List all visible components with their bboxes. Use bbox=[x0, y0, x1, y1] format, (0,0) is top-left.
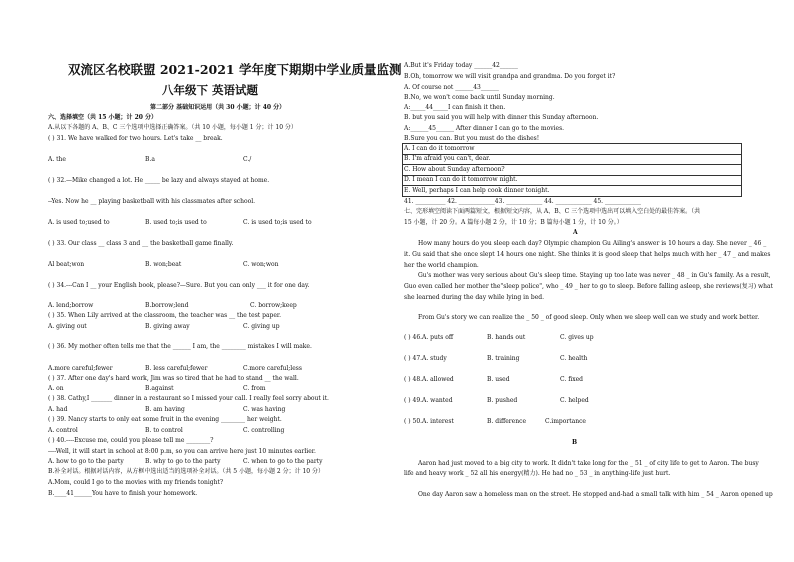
question-text: ----Well, it will start in school at 8:00 p.m, so you can arrive here just 10 minutes earlier. bbox=[48, 448, 316, 455]
option-c: C. fixed bbox=[560, 376, 583, 383]
dialog-line: A:______45______ After dinner I can go to the movies. bbox=[404, 125, 565, 132]
question-40: ( ) 40.----Excuse me, could you please tell me ________? bbox=[48, 437, 214, 444]
option-b: B. hands out bbox=[487, 334, 526, 341]
question-50: ( ) 50.A. interest bbox=[404, 418, 454, 425]
answer-blanks: 41. __________ 42. ____________43. ____________ 44. ____________ 45. ____________ bbox=[404, 198, 641, 205]
part-heading: 第二部分 基础知识运用（共 30 小题；计 40 分） bbox=[150, 104, 286, 111]
passage-line: she learned during the day while lying in bed. bbox=[404, 294, 544, 301]
passage-label: B bbox=[572, 439, 578, 446]
option-a: A. control bbox=[48, 427, 78, 434]
box-divider bbox=[403, 164, 741, 165]
option-a: A. on bbox=[48, 385, 64, 392]
box-option: E. Well, perhaps I can help cook dinner tonight. bbox=[404, 187, 550, 194]
question-35: ( ) 35. When Lily arrived at the classroom, the teacher was __ the test paper. bbox=[48, 312, 282, 319]
option-b: B. used bbox=[487, 376, 510, 383]
box-option: D. I mean I can do it tomorrow night. bbox=[404, 176, 518, 183]
passage-line: Guo even called her mother the"sleep police", who _ 49 _ her to go to sleep. Before falling asleep, she reviews(复习) what bbox=[404, 283, 773, 290]
option-b: B.against bbox=[145, 385, 174, 392]
option-c: C. is used to;is used to bbox=[243, 219, 312, 226]
option-b: B. am having bbox=[145, 406, 185, 413]
question-34: ( ) 34.---Can I __ your English book, please?—Sure. But you can only ___ it for one day. bbox=[48, 282, 310, 289]
question-49: ( ) 49.A. wanted bbox=[404, 397, 453, 404]
question-37: ( ) 37. After one day's hard work, Jim was so tired that he had to stand __ the wall. bbox=[48, 375, 299, 382]
option-b: B. to control bbox=[145, 427, 183, 434]
option-a: A.more careful;fewer bbox=[48, 365, 113, 372]
dialog-line: A.But it's Friday today ______42______ bbox=[404, 62, 518, 69]
dialog-line: B.No, we won't come back until Sunday morning. bbox=[404, 94, 555, 101]
option-c: C. gives up bbox=[560, 334, 594, 341]
dialog-line: B. but you said you will help with dinner this Sunday afternoon. bbox=[404, 114, 599, 121]
passage-line: From Gu's story we can realize the _ 50 _ of good sleep. Only when we sleep well can we study and work better. bbox=[418, 314, 760, 321]
question-32: ( ) 32.—Mike changed a lot. He _____ be lazy and always stayed at home. bbox=[48, 177, 270, 184]
passage-line: life and heavy work _ 52 all his energy(精力). He had no _ 53 _ in anything-life just hurt. bbox=[404, 470, 671, 477]
option-a: A. is used to;used to bbox=[48, 219, 110, 226]
question-46: ( ) 46.A. puts off bbox=[404, 334, 454, 341]
option-c: C. controlling bbox=[243, 427, 285, 434]
option-c: C. was having bbox=[243, 406, 286, 413]
option-b: B. training bbox=[487, 355, 520, 362]
dialog-line: B.Oh, tomorrow we will visit grandpa and grandma. Do you forget it? bbox=[404, 73, 616, 80]
option-b: B. used to;is used to bbox=[145, 219, 207, 226]
section-instruction: B.补全对话。根据对话内容，从方框中选出适当的选项补全对话。（共 5 小题，每小题 2 分；计 10 分） bbox=[48, 468, 325, 475]
question-31: ( ) 31. We have walked for two hours. Let's take __ break. bbox=[48, 135, 223, 142]
option-a: Al beat;won bbox=[48, 261, 85, 268]
passage-line: How many hours do you sleep each day? Olympic champion Gu Ailing's answer is 10 hours a day. She never _ 46 _ bbox=[418, 240, 767, 247]
option-c: C. when to go to the party bbox=[243, 458, 323, 465]
option-c: C. borrow;keep bbox=[250, 302, 297, 309]
section-heading: 六、选择填空（共 15 小题；计 20 分） bbox=[48, 114, 158, 121]
option-c: C. health bbox=[560, 355, 588, 362]
option-b: B. pushed bbox=[487, 397, 518, 404]
option-b: B. difference bbox=[487, 418, 526, 425]
option-a: A. had bbox=[48, 406, 68, 413]
section-heading: 七、完形填空阅读下面两篇短文，根据短文内容，从 A、B、C 三个选项中选出可以填入空白处的最佳答案。（共 bbox=[404, 208, 701, 215]
option-c: C. won;won bbox=[243, 261, 279, 268]
passage-label: A bbox=[573, 229, 578, 236]
question-47: ( ) 47.A. study bbox=[404, 355, 447, 362]
question-text: --Yes. Now he __ playing basketball with his classmates after school. bbox=[48, 198, 256, 205]
dialog-line: B.Sure you can. But you must do the dishes! bbox=[404, 135, 540, 142]
exam-subtitle: 八年级下 英语试题 bbox=[162, 83, 259, 97]
passage-line: Gu's mother was very serious about Gu's sleep time. Staying up too late was never _ 48 _ in Gu's family. As a result, bbox=[418, 272, 771, 279]
option-c: C.importance bbox=[545, 418, 586, 425]
option-c: C./ bbox=[243, 156, 252, 163]
option-b: B. won;beat bbox=[145, 261, 182, 268]
passage-line: One day Aaron saw a homeless man on the street. He stopped and-had a small talk with him _ 54 _ Aaron opened up bbox=[418, 491, 773, 498]
box-option: C. How about Sunday afternoon? bbox=[404, 166, 505, 173]
option-a: A. how to go to the party bbox=[48, 458, 124, 465]
section-instruction: A.从以下各题的 A、B、C 三个选项中选择正确答案。（共 10 小题，每小题 1 分；计 10 分） bbox=[48, 124, 297, 131]
box-option: A. I can do it tomorrow bbox=[404, 145, 475, 152]
question-48: ( ) 48.A. allowed bbox=[404, 376, 454, 383]
question-36: ( ) 36. My mother often tells me that the ______ I am, the ________ mistakes I will make. bbox=[48, 343, 312, 350]
dialog-line: A.Mom, could I go to the movies with my friends tonight? bbox=[48, 479, 224, 486]
question-33: ( ) 33. Our class __ class 3 and __ the basketball game finally. bbox=[48, 240, 234, 247]
passage-line: it. Gu said that she once slept 14 hours one night. She thinks it is good sleep that helps much with her _ 47 _ and makes bbox=[404, 251, 771, 258]
option-c: C. helped bbox=[560, 397, 589, 404]
dialog-line: B.____41______You have to finish your homework. bbox=[48, 490, 198, 497]
option-c: C. from bbox=[243, 385, 266, 392]
exam-title: 双流区名校联盟 2021-2021 学年度下期期中学业质量监测 bbox=[68, 62, 402, 77]
question-38: ( ) 38. Cathy,I _______ dinner in a restaurant so I missed your call. I really feel sorry about it. bbox=[48, 395, 329, 402]
question-39: ( ) 39. Nancy starts to only eat some fruit in the evening ________ her weight. bbox=[48, 416, 282, 423]
passage-line: her the world champion. bbox=[404, 262, 479, 269]
option-b: B.borrow;lend bbox=[145, 302, 189, 309]
option-c: C.more careful;less bbox=[243, 365, 302, 372]
option-a: A. giving out bbox=[48, 323, 87, 330]
option-b: B.a bbox=[145, 156, 155, 163]
option-b: B. why to go to the party bbox=[145, 458, 221, 465]
box-option: B. I'm afraid you can't, dear. bbox=[404, 155, 491, 162]
dialog-line: A. Of course not ______43______ bbox=[404, 84, 499, 91]
dialog-line: A:_____44_____I can finish it then. bbox=[404, 104, 506, 111]
option-a: A. the bbox=[48, 156, 66, 163]
option-b: B. less careful;fewer bbox=[145, 365, 208, 372]
box-divider bbox=[403, 185, 741, 186]
option-c: C. giving up bbox=[243, 323, 280, 330]
option-a: A. lend;borrow bbox=[48, 302, 94, 309]
section-instruction: 15 小题，计 20 分。A 篇每小题 2 分，计 10 分；B 篇每小题 1 分，计 10 分。） bbox=[404, 219, 623, 226]
option-b: B. giving away bbox=[145, 323, 190, 330]
passage-line: Aaron had just moved to a big city to work. It didn't take long for the _ 51 _ of city life to get to Aaron. The busy bbox=[418, 460, 759, 467]
